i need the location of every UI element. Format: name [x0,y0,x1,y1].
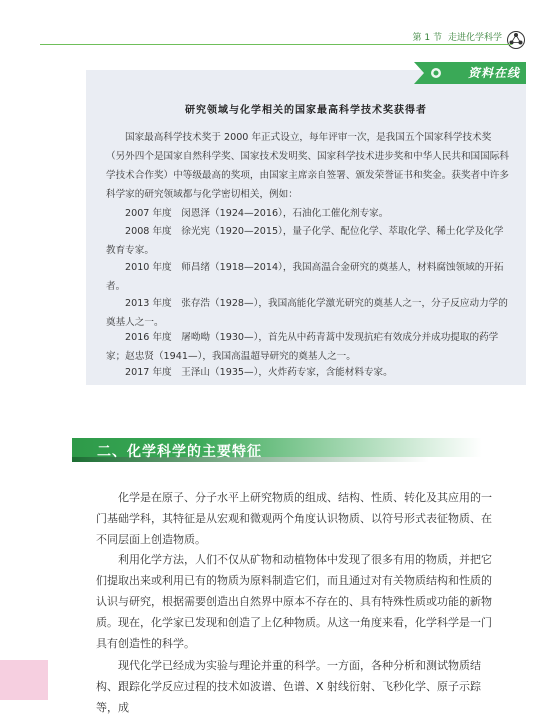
winner-2013: 2013 年度 张存浩（1928—），我国高能化学激光研究的奠基人之一，分子反应动力学的奠基人之一。 [106,298,508,328]
header-divider [40,44,512,45]
body-paragraph-2: 利用化学方法，人们不仅从矿物和动植物体中发现了很多有用的物质，并把它们提取出来或利用已有的物质为原料制造它们，而且通过对有关物质结构和性质的认识与研究，根据需要创造出自然界中原本不存在的、具有特殊性质或功能的新物质。现在，化学家已发现和创造了上亿种物质。从这一角度来看，化学科学是一门具有创造性的科学。 [96,553,492,650]
resource-intro: 国家最高科学技术奖于 2000 年正式设立，每年评审一次，是我国五个国家科学技术奖（另外四个是国家自然科学奖、国家技术发明奖、国家科学技术进步奖和中华人民共和国国际科学技术合作奖）中等级最高的奖项，由国家主席亲自签署、颁发荣誉证书和奖金。获奖者中许多科学家的研究领域都与化学密切相关，例如： [106,132,509,200]
winner-2008: 2008 年度 徐光宪（1920—2015），量子化学、配位化学、萃取化学、稀土化学及化学教育专家。 [106,226,504,256]
winner-2016: 2016 年度 屠呦呦（1930—），首先从中药青蒿中发现抗疟有效成分并成功提取的药学家；赵忠贤（1941—），我国高温超导研究的奠基人之一。 [106,332,499,362]
body-paragraph-1: 化学是在原子、分子水平上研究物质的组成、结构、性质、转化及其应用的一门基础学科，其特征是从宏观和微观两个角度认识物质、以符号形式表征物质、在不同层面上创造物质。 [96,491,492,546]
winner-2007: 2007 年度 闵恩泽（1924—2016），石油化工催化剂专家。 [125,208,389,219]
body-paragraph-3: 现代化学已经成为实验与理论并重的科学。一方面，各种分析和测试物质结构、跟踪化学反应过程的技术如波谱、色谱、X 射线衍射、飞秒化学、原子示踪等，成 [96,659,482,714]
resource-title: 研究领域与化学相关的国家最高科学技术奖获得者 [185,105,427,116]
header-section-title: 走进化学科学 [447,33,502,43]
winner-2017: 2017 年度 王泽山（1935—），火炸药专家，含能材料专家。 [125,367,393,378]
section-heading: 二、化学科学的主要特征 [97,444,262,460]
resource-badge-label: 资料在线 [467,66,520,80]
winner-2010: 2010 年度 师昌绪（1918—2014），我国高温合金研究的奠基人，材料腐蚀领域的开拓者。 [106,262,504,292]
header-section-number: 第 1 节 [412,33,442,43]
running-header [413,30,502,43]
molecule-icon [506,30,526,50]
page-edge-tab [0,660,48,700]
page-header [0,0,552,58]
